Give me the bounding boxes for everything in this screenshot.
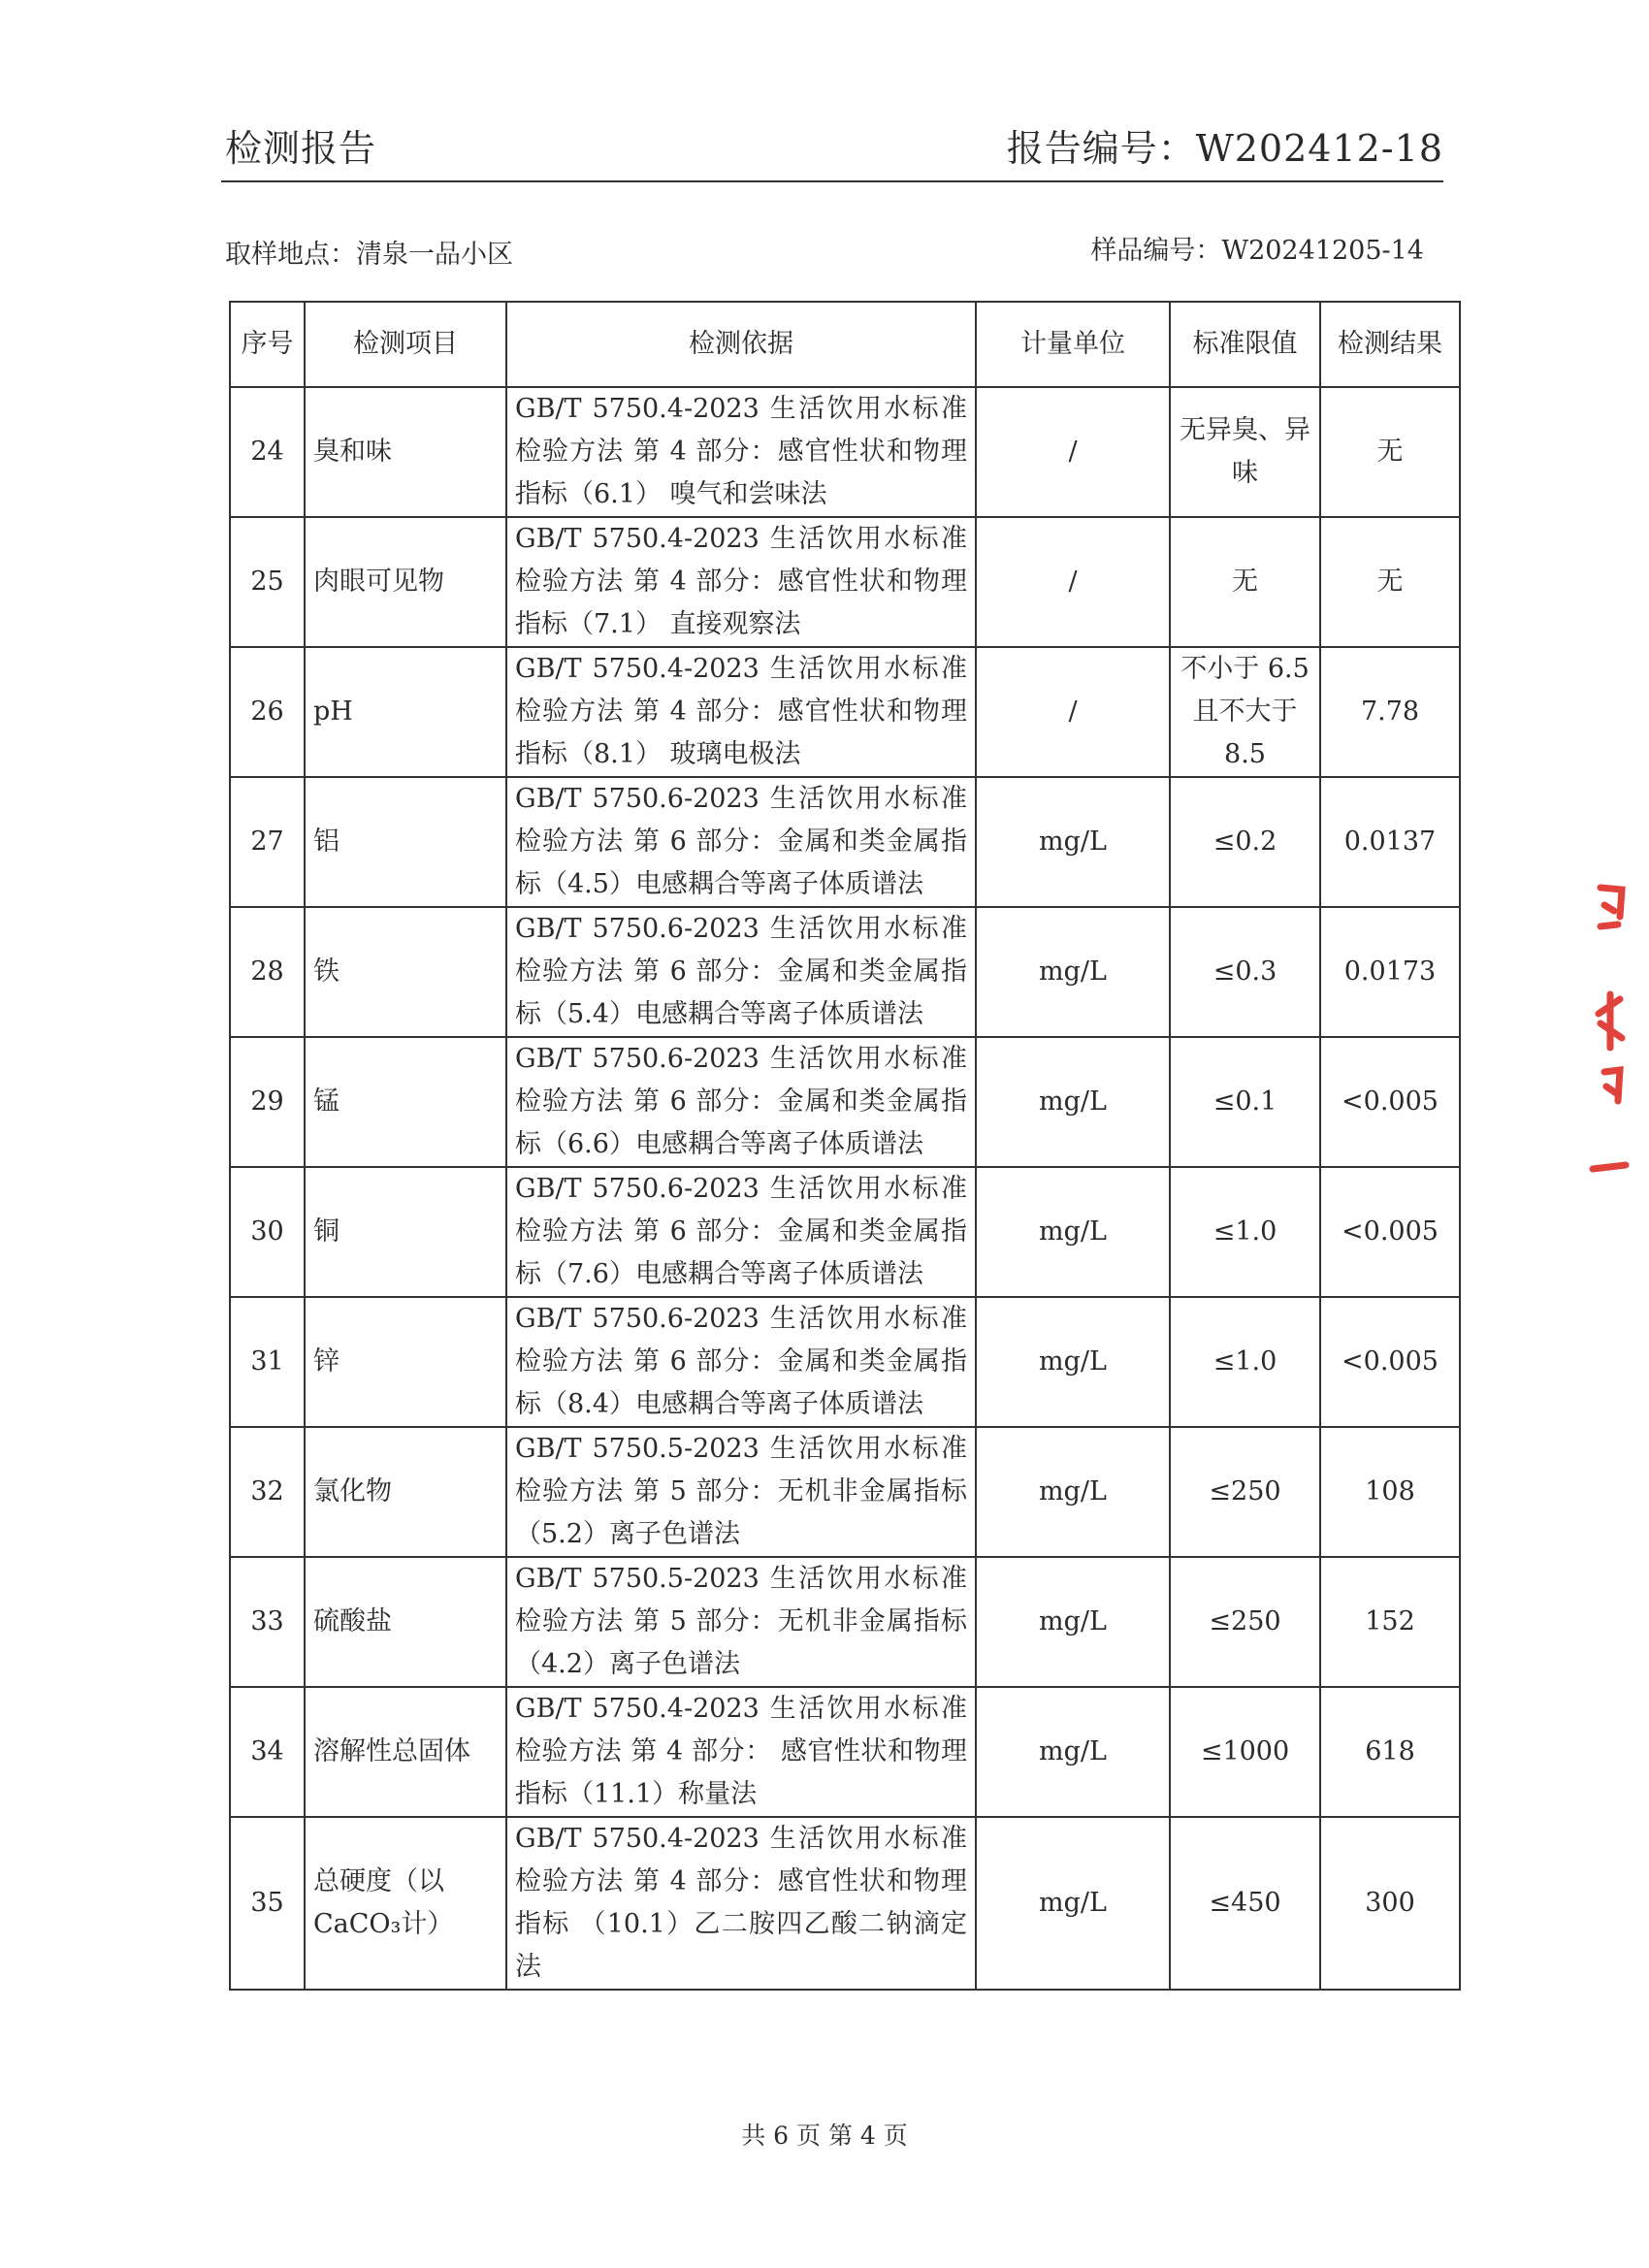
cell-item: 锌 [305, 1297, 506, 1427]
cell-unit: mg/L [976, 1687, 1170, 1817]
cell-unit: mg/L [976, 1297, 1170, 1427]
cell-item: 肉眼可见物 [305, 517, 506, 647]
cell-no: 35 [230, 1817, 305, 1990]
table-row [230, 517, 1460, 647]
header-limit: 标准限值 [1170, 302, 1320, 387]
cell-no: 33 [230, 1557, 305, 1687]
cell-result: 无 [1320, 517, 1460, 647]
cell-item: pH [305, 647, 506, 777]
cell-unit: mg/L [976, 1037, 1170, 1167]
table-row [230, 1687, 1460, 1817]
table-row [230, 1167, 1460, 1297]
cell-no: 29 [230, 1037, 305, 1167]
cell-limit: 无异臭、异味 [1170, 387, 1320, 517]
cell-result: 无 [1320, 387, 1460, 517]
results-table-container [229, 301, 1459, 1991]
cell-result: 0.0173 [1320, 907, 1460, 1037]
cell-basis: GB/T 5750.4-2023 生活饮用水标准检验方法 第 4 部分：感官性状和物理指标（6.1） 嗅气和尝味法 [506, 387, 976, 517]
cell-no: 30 [230, 1167, 305, 1297]
cell-no: 24 [230, 387, 305, 517]
sample-number: 样品编号：W20241205-14 [1090, 236, 1424, 266]
cell-basis: GB/T 5750.4-2023 生活饮用水标准检验方法 第 4 部分：感官性状和物理指标 （10.1）乙二胺四乙酸二钠滴定法 [506, 1817, 976, 1990]
cell-limit: ≤450 [1170, 1817, 1320, 1990]
cell-basis: GB/T 5750.6-2023 生活饮用水标准检验方法 第 6 部分：金属和类金属指标（4.5）电感耦合等离子体质谱法 [506, 777, 976, 907]
cell-result: <0.005 [1320, 1037, 1460, 1167]
cell-unit: / [976, 647, 1170, 777]
table-header-row [230, 302, 1460, 387]
cell-limit: ≤250 [1170, 1557, 1320, 1687]
cell-unit: mg/L [976, 1817, 1170, 1990]
cell-no: 31 [230, 1297, 305, 1427]
header-unit: 计量单位 [976, 302, 1170, 387]
cell-result: <0.005 [1320, 1167, 1460, 1297]
cell-result: 7.78 [1320, 647, 1460, 777]
table-row [230, 647, 1460, 777]
cell-result: 108 [1320, 1427, 1460, 1557]
results-table [229, 301, 1461, 1991]
table-row [230, 1817, 1460, 1990]
cell-item: 氯化物 [305, 1427, 506, 1557]
cell-item: 锰 [305, 1037, 506, 1167]
cell-unit: mg/L [976, 1427, 1170, 1557]
cell-basis: GB/T 5750.5-2023 生活饮用水标准检验方法 第 5 部分：无机非金属指标（4.2）离子色谱法 [506, 1557, 976, 1687]
table-row [230, 1557, 1460, 1687]
cell-basis: GB/T 5750.4-2023 生活饮用水标准检验方法 第 4 部分： 感官性状和物理指标（11.1）称量法 [506, 1687, 976, 1817]
report-number: 报告编号：W202412-18 [1006, 127, 1443, 170]
cell-unit: mg/L [976, 1167, 1170, 1297]
cell-limit: ≤1.0 [1170, 1297, 1320, 1427]
cell-unit: mg/L [976, 1557, 1170, 1687]
cell-result: 0.0137 [1320, 777, 1460, 907]
cell-basis: GB/T 5750.5-2023 生活饮用水标准检验方法 第 5 部分：无机非金属指标（5.2）离子色谱法 [506, 1427, 976, 1557]
table-row [230, 777, 1460, 907]
cell-basis: GB/T 5750.4-2023 生活饮用水标准检验方法 第 4 部分：感官性状和物理指标（8.1） 玻璃电极法 [506, 647, 976, 777]
cell-result: 618 [1320, 1687, 1460, 1817]
cell-result: <0.005 [1320, 1297, 1460, 1427]
cell-no: 26 [230, 647, 305, 777]
cell-item: 总硬度（以CaCO₃计） [305, 1817, 506, 1990]
cell-no: 25 [230, 517, 305, 647]
cell-unit: mg/L [976, 907, 1170, 1037]
cell-result: 152 [1320, 1557, 1460, 1687]
cell-no: 32 [230, 1427, 305, 1557]
cell-limit: 不小于 6.5 且不大于 8.5 [1170, 647, 1320, 777]
cell-no: 27 [230, 777, 305, 907]
cell-item: 硫酸盐 [305, 1557, 506, 1687]
cell-basis: GB/T 5750.6-2023 生活饮用水标准检验方法 第 6 部分：金属和类金属指标（7.6）电感耦合等离子体质谱法 [506, 1167, 976, 1297]
table-row [230, 1297, 1460, 1427]
header-no: 序号 [230, 302, 305, 387]
header-divider [221, 180, 1443, 182]
cell-unit: / [976, 517, 1170, 647]
cell-item: 铝 [305, 777, 506, 907]
cell-limit: ≤0.3 [1170, 907, 1320, 1037]
cell-limit: ≤0.1 [1170, 1037, 1320, 1167]
cell-limit: ≤0.2 [1170, 777, 1320, 907]
header-item: 检测项目 [305, 302, 506, 387]
cell-result: 300 [1320, 1817, 1460, 1990]
cell-basis: GB/T 5750.4-2023 生活饮用水标准检验方法 第 4 部分：感官性状和物理指标（7.1） 直接观察法 [506, 517, 976, 647]
cell-limit: ≤250 [1170, 1427, 1320, 1557]
header-basis: 检测依据 [506, 302, 976, 387]
red-seal-fragment [1571, 878, 1630, 1198]
table-row [230, 1037, 1460, 1167]
cell-limit: 无 [1170, 517, 1320, 647]
sampling-location: 取样地点：清泉一品小区 [225, 240, 513, 270]
cell-unit: mg/L [976, 777, 1170, 907]
table-row [230, 907, 1460, 1037]
cell-limit: ≤1000 [1170, 1687, 1320, 1817]
cell-item: 铜 [305, 1167, 506, 1297]
cell-basis: GB/T 5750.6-2023 生活饮用水标准检验方法 第 6 部分：金属和类金属指标（5.4）电感耦合等离子体质谱法 [506, 907, 976, 1037]
cell-basis: GB/T 5750.6-2023 生活饮用水标准检验方法 第 6 部分：金属和类金属指标（8.4）电感耦合等离子体质谱法 [506, 1297, 976, 1427]
table-row [230, 387, 1460, 517]
cell-no: 34 [230, 1687, 305, 1817]
cell-no: 28 [230, 907, 305, 1037]
page-number: 共 6 页 第 4 页 [741, 2122, 908, 2150]
cell-unit: / [976, 387, 1170, 517]
cell-limit: ≤1.0 [1170, 1167, 1320, 1297]
report-title: 检测报告 [225, 127, 377, 170]
header-result: 检测结果 [1320, 302, 1460, 387]
cell-basis: GB/T 5750.6-2023 生活饮用水标准检验方法 第 6 部分：金属和类金属指标（6.6）电感耦合等离子体质谱法 [506, 1037, 976, 1167]
cell-item: 溶解性总固体 [305, 1687, 506, 1817]
cell-item: 铁 [305, 907, 506, 1037]
table-row [230, 1427, 1460, 1557]
cell-item: 臭和味 [305, 387, 506, 517]
